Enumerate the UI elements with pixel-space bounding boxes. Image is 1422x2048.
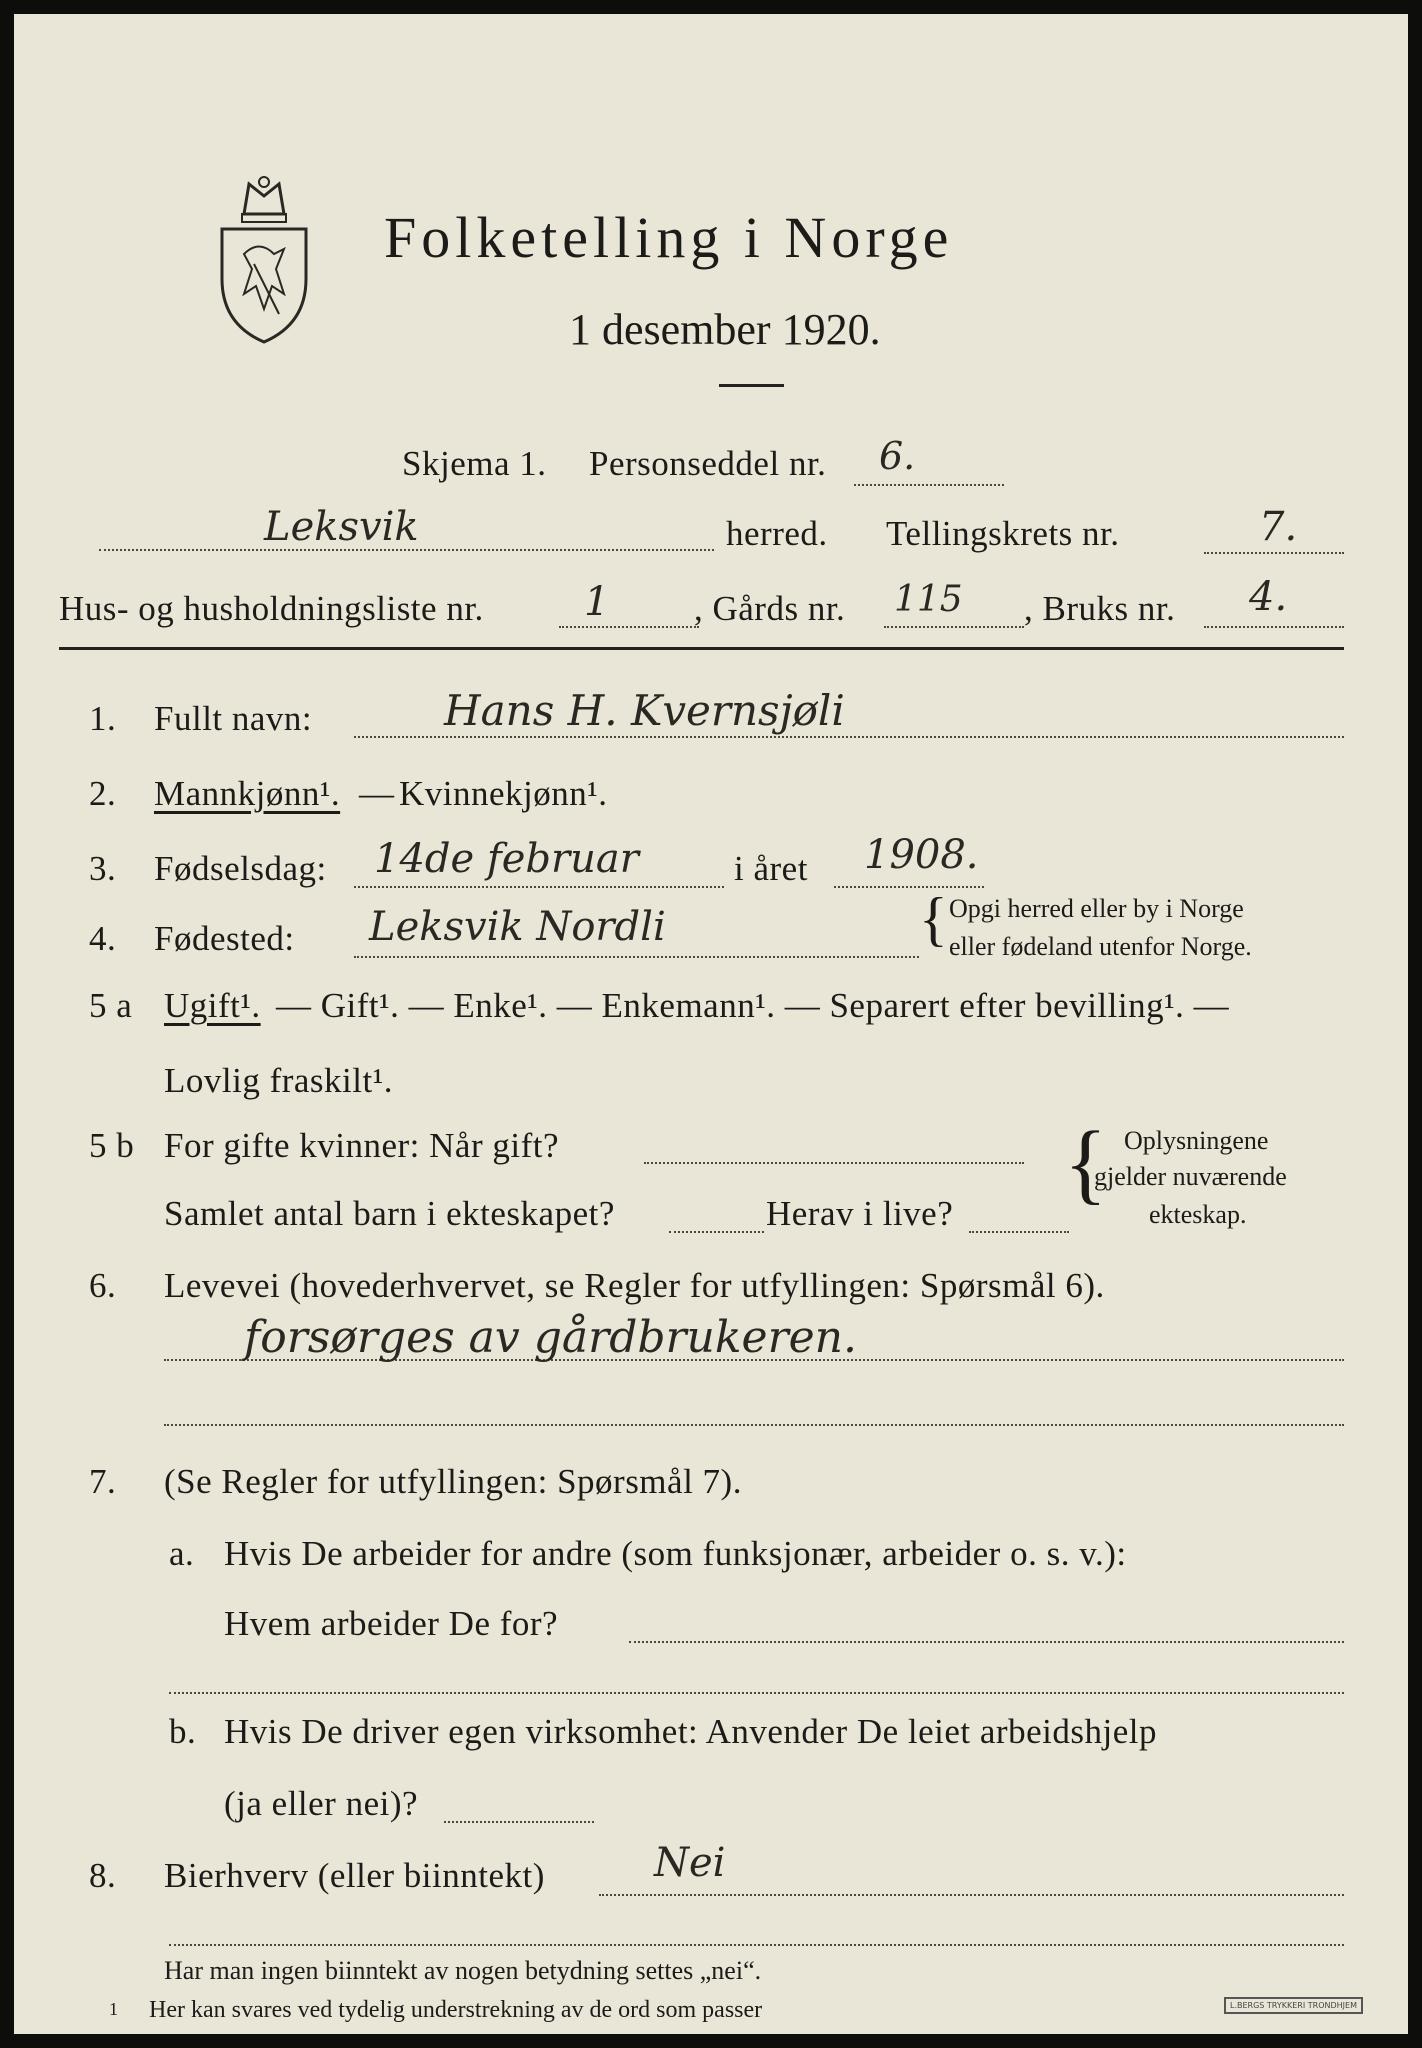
status-fraskilt-option[interactable]: Lovlig fraskilt¹. — [164, 1061, 393, 1100]
q8-line-2 — [169, 1944, 1344, 1946]
q5b-note-line-2: gjelder nuværende — [1094, 1162, 1287, 1191]
q5b-number: 5 b — [89, 1126, 135, 1165]
q7b-letter: b. — [169, 1712, 197, 1751]
q7b-yesno-label: (ja eller nei)? — [224, 1784, 419, 1823]
q1-line — [354, 736, 1344, 738]
side-income-value[interactable]: Nei — [654, 1840, 726, 1886]
sex-male-option[interactable]: Mannkjønn¹. — [154, 774, 341, 813]
q3-year-label: i året — [734, 849, 808, 888]
q3-label: Fødselsdag: — [154, 849, 327, 888]
q4-line — [354, 956, 919, 958]
q1-label: Fullt navn: — [154, 699, 313, 738]
q2-number: 2. — [89, 774, 117, 813]
personseddel-label: Personseddel nr. — [589, 444, 827, 483]
q5b-label: For gifte kvinner: Når gift? — [164, 1126, 560, 1165]
full-name-value[interactable]: Hans H. Kvernsjøli — [444, 686, 845, 735]
footnote-text: Her kan svares ved tydelig understrekning av de ord som passer — [149, 1997, 763, 2023]
census-date: 1 desember 1920. — [569, 305, 881, 354]
birthplace-value[interactable]: Leksvik Nordli — [369, 904, 666, 950]
children-alive-line[interactable] — [969, 1231, 1069, 1233]
q8-label: Bierhverv (eller biinntekt) — [164, 1856, 545, 1895]
hired-help-line[interactable] — [444, 1821, 594, 1823]
q7a-label: Hvis De arbeider for andre (som funksjonær, arbeider o. s. v.): — [224, 1534, 1127, 1573]
q4-label: Fødested: — [154, 919, 295, 958]
birth-year-value[interactable]: 1908. — [864, 832, 979, 878]
married-date-line[interactable] — [644, 1162, 1024, 1164]
q3-year-line — [834, 886, 984, 888]
census-form-page — [14, 14, 1408, 2034]
form-title: Folketelling i Norge — [384, 205, 954, 270]
q8-line — [599, 1894, 1344, 1896]
q2-separator: — — [359, 774, 395, 813]
status-other-options[interactable]: — Gift¹. — Enke¹. — Enkemann¹. — Separert efter bevilling¹. — — [276, 986, 1230, 1025]
q4-brace: { — [919, 886, 948, 952]
bruks-label: , Bruks nr. — [1024, 589, 1176, 628]
husholdning-label: Hus- og husholdningsliste nr. — [59, 589, 484, 628]
footer-note: Har man ingen biinntekt av nogen betydning settes „nei“. — [164, 1956, 762, 1985]
q4-note-line-1: Opgi herred eller by i Norge — [949, 894, 1244, 923]
q6-number: 6. — [89, 1266, 117, 1305]
q4-note-line-2: eller fødeland utenfor Norge. — [949, 932, 1252, 961]
skjema-label: Skjema 1. — [402, 444, 547, 483]
q7-label: (Se Regler for utfyllingen: Spørsmål 7). — [164, 1462, 742, 1501]
q3-line — [354, 886, 724, 888]
tellingskrets-label: Tellingskrets nr. — [886, 514, 1120, 553]
q4-number: 4. — [89, 919, 117, 958]
q6-line-2 — [164, 1424, 1344, 1426]
q5b-note-line-1: Oplysningene — [1124, 1126, 1269, 1155]
sex-female-option[interactable]: Kvinnekjønn¹. — [399, 774, 608, 813]
q6-label: Levevei (hovederhvervet, se Regler for utfyllingen: Spørsmål 6). — [164, 1266, 1105, 1305]
tellingskrets-line — [1204, 552, 1344, 554]
occupation-value[interactable]: forsørges av gårdbrukeren. — [244, 1312, 857, 1363]
bruks-value[interactable]: 4. — [1249, 574, 1288, 620]
footnote-number: 1 — [109, 1999, 118, 2019]
bruks-line — [1204, 626, 1344, 628]
employer-line[interactable] — [629, 1641, 1344, 1643]
gards-value[interactable]: 115 — [894, 579, 963, 620]
children-total-line[interactable] — [669, 1231, 764, 1233]
tellingskrets-value[interactable]: 7. — [1259, 504, 1298, 550]
q5b-alive-label: Herav i live? — [766, 1194, 954, 1233]
herred-value[interactable]: Leksvik — [264, 504, 419, 550]
q7a-letter: a. — [169, 1534, 195, 1573]
personseddel-value[interactable]: 6. — [879, 434, 916, 478]
herred-label: herred. — [726, 514, 828, 553]
gards-line — [884, 626, 1024, 628]
gards-label: , Gårds nr. — [694, 589, 846, 628]
q5a-number: 5 a — [89, 986, 133, 1025]
q1-number: 1. — [89, 699, 117, 738]
q5b-children-label: Samlet antal barn i ekteskapet? — [164, 1194, 615, 1233]
header-rule — [59, 647, 1344, 650]
q3-number: 3. — [89, 849, 117, 888]
q7a-line-2 — [169, 1692, 1344, 1694]
q5b-brace: { — [1064, 1114, 1108, 1213]
husholdning-line — [559, 626, 699, 628]
coat-of-arms-icon — [214, 174, 314, 344]
birthday-value[interactable]: 14de februar — [374, 836, 639, 882]
q7-number: 7. — [89, 1462, 117, 1501]
q7b-label: Hvis De driver egen virksomhet: Anvender De leiet arbeidshjelp — [224, 1712, 1157, 1751]
title-divider — [719, 384, 784, 387]
husholdning-value[interactable]: 1 — [584, 579, 610, 625]
q7a-employer-label: Hvem arbeider De for? — [224, 1604, 559, 1643]
printer-stamp: L.BERGS TRYKKERI TRONDHJEM — [1224, 1997, 1363, 2014]
q8-number: 8. — [89, 1856, 117, 1895]
q5b-note-line-3: ekteskap. — [1149, 1200, 1247, 1229]
status-ugift-option[interactable]: Ugift¹. — [164, 986, 261, 1025]
personseddel-line — [854, 484, 1004, 486]
